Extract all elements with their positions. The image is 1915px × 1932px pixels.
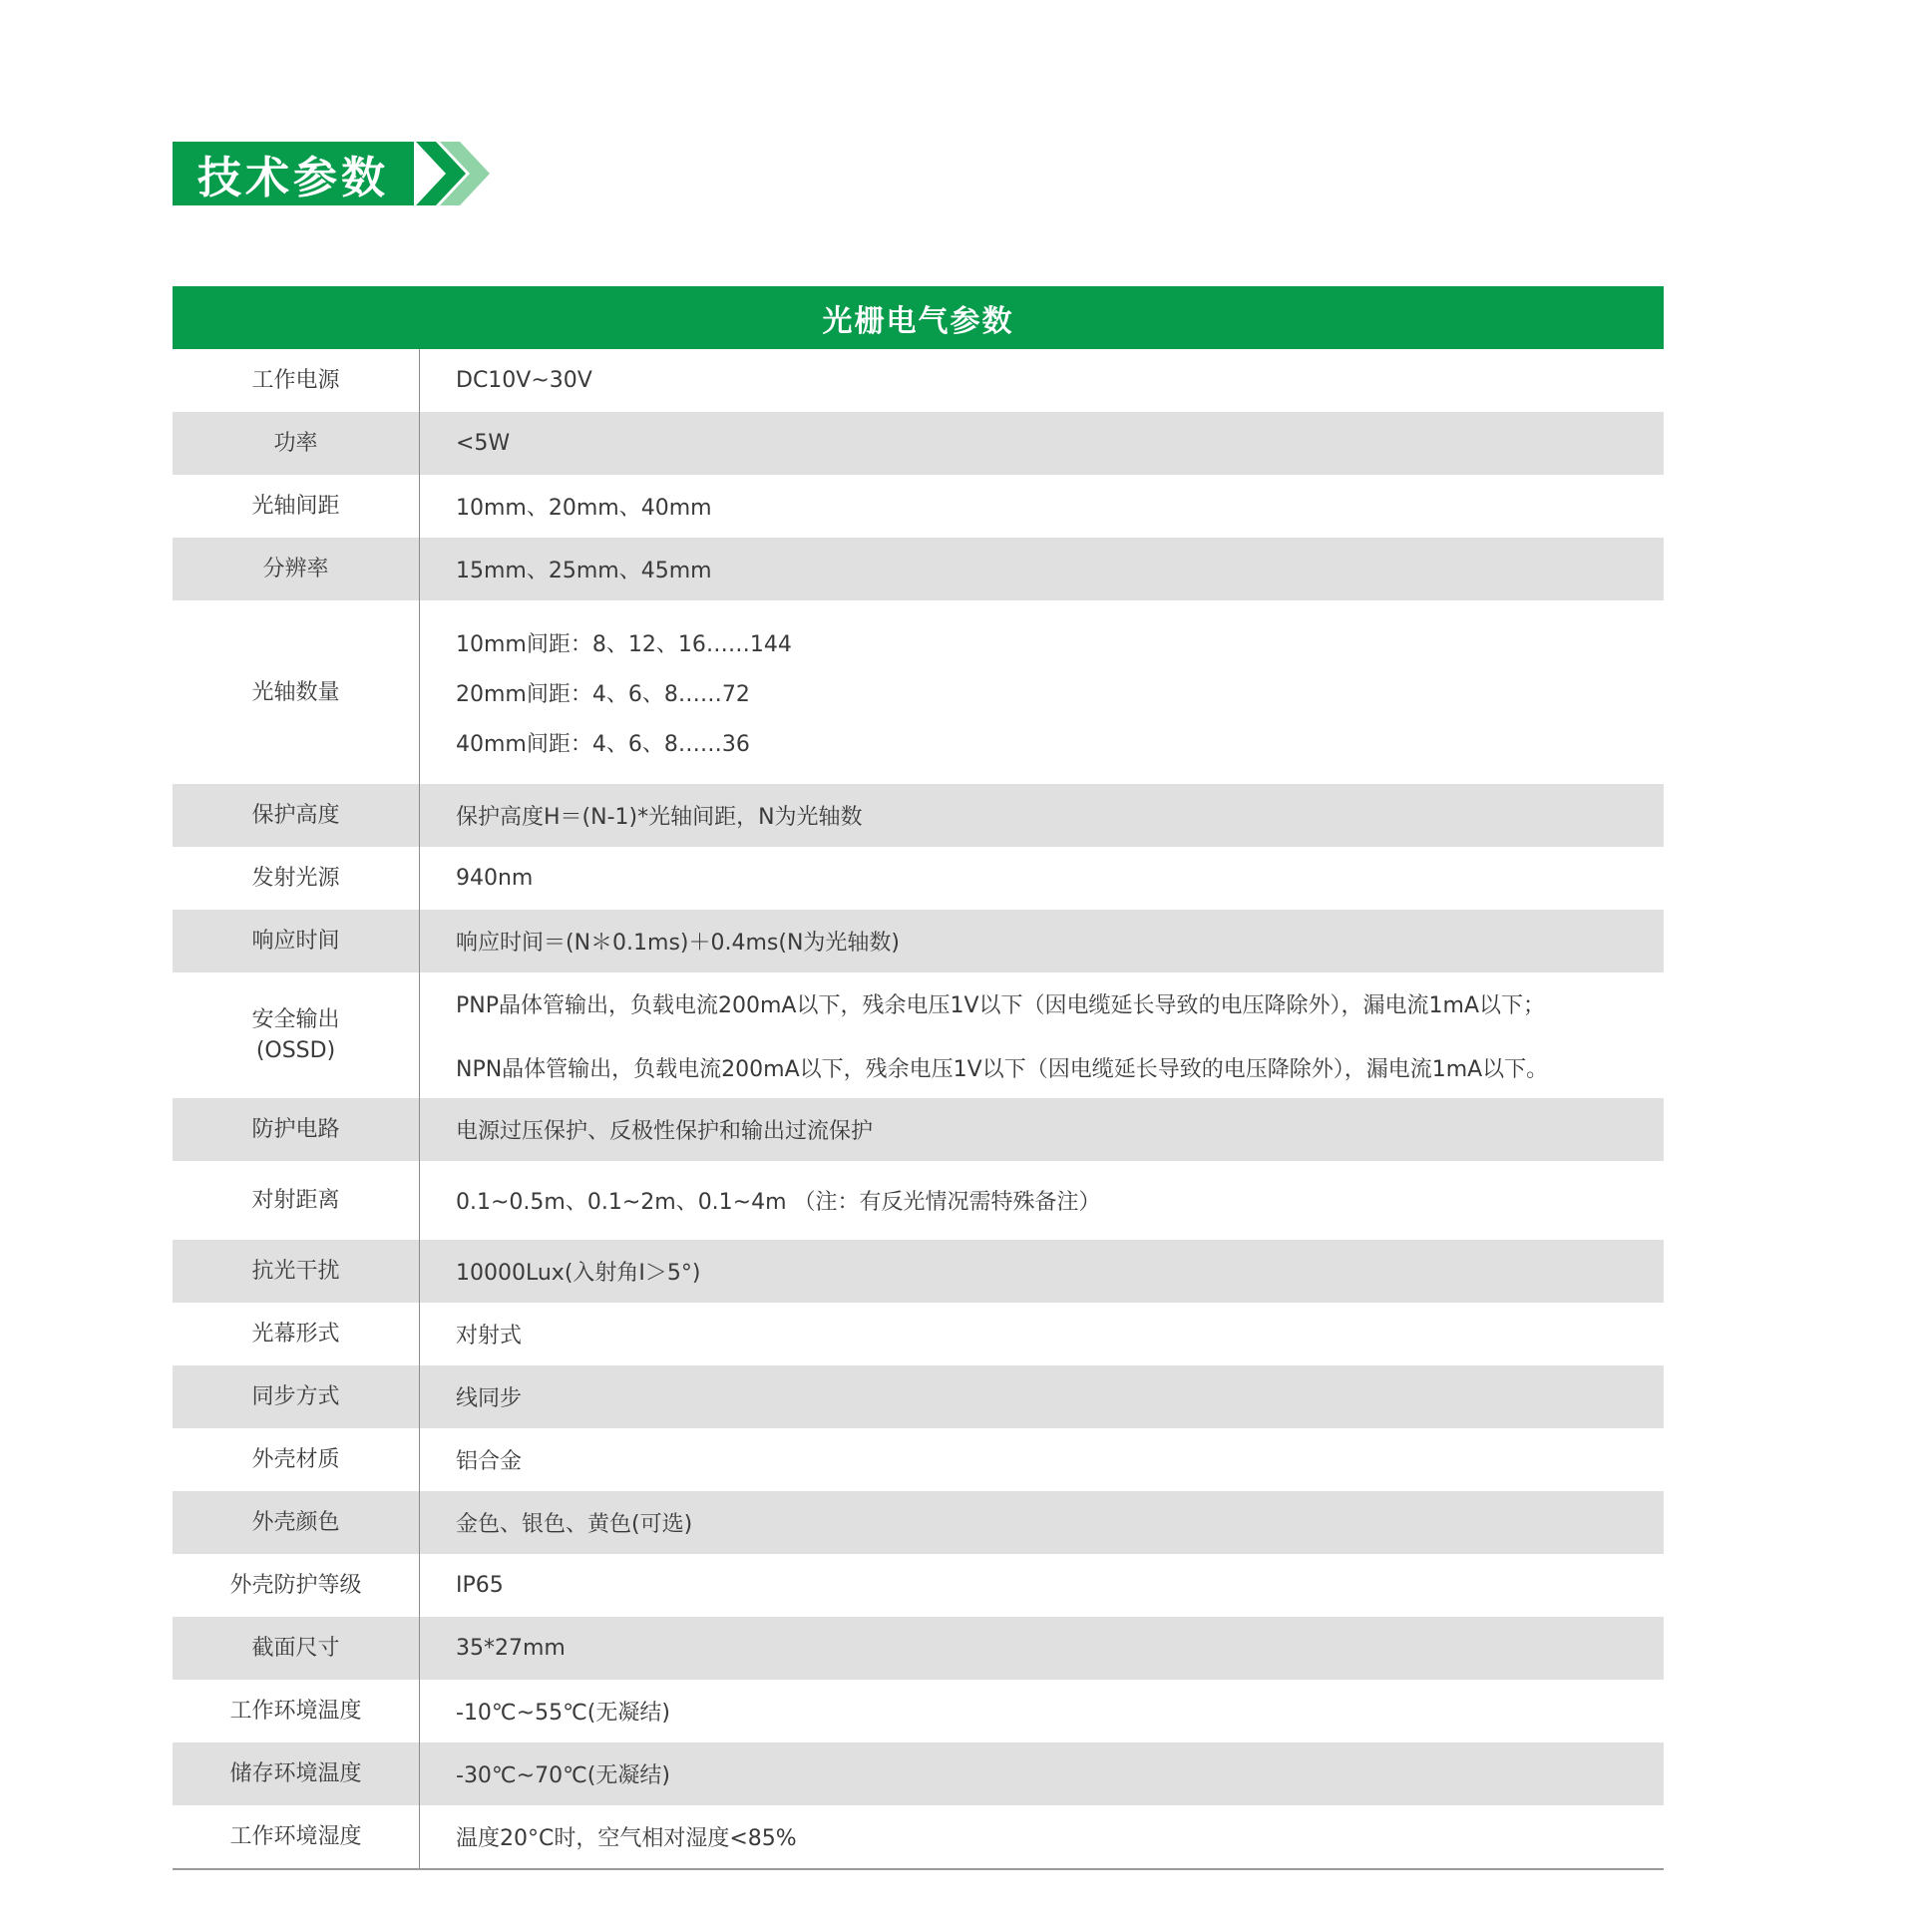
table-row [173,1617,1664,1680]
row-label-text [251,1444,339,1475]
row-value [420,475,1664,538]
table-row [173,412,1664,475]
row-value-line: 金色、银色、黄色(可选) [456,1512,693,1537]
row-label [173,1491,420,1554]
row-value-line: -30℃~70℃(无凝结) [456,1763,670,1788]
section-title: 技术参数 [197,153,389,203]
row-label-text [229,1570,361,1601]
row-label-line: 外壳材质 [251,1447,340,1472]
row-value [420,1680,1664,1742]
row-label-text [251,863,339,894]
table-row [173,972,1664,1098]
table-row [173,1161,1664,1240]
row-label-line: 截面尺寸 [251,1636,340,1661]
row-label [173,1240,420,1303]
row-value [420,1161,1664,1240]
row-value [420,1554,1664,1617]
row-label-text [262,554,328,584]
row-label-line: 储存环境温度 [229,1761,362,1786]
row-value [420,972,1664,1098]
row-label-text [251,1507,339,1538]
row-label-text [251,365,339,396]
row-label [173,1428,420,1491]
row-value-line: <5W [456,431,511,456]
table-row [173,1742,1664,1805]
row-label [173,910,420,972]
table-row [173,1240,1664,1303]
row-label [173,847,420,910]
row-label [173,1680,420,1742]
row-value-line: 对射式 [456,1324,523,1349]
chevron-right-icon [414,142,496,205]
row-label-text [251,491,339,522]
row-label-text [251,1185,339,1216]
row-value [420,1303,1664,1365]
row-label-line: 光幕形式 [251,1322,340,1347]
row-value-line: PNP晶体管输出，负载电流200mA以下，残余电压1V以下（因电缆延长导致的电压降除外），漏电流1mA以下； [456,992,1545,1018]
row-value-line: -10℃~55℃(无凝结) [456,1701,670,1726]
row-value [420,1428,1664,1491]
row-label-line: 外壳颜色 [251,1510,340,1535]
row-value-line: 0.1~0.5m、0.1~2m、0.1~4m （注：有反光情况需特殊备注） [456,1190,1101,1215]
row-label [173,1365,420,1428]
row-label-line: 响应时间 [251,929,340,954]
row-label-text [251,1633,339,1664]
row-value-line: 铝合金 [456,1449,523,1474]
row-value [420,600,1664,784]
row-label [173,475,420,538]
row-label-text [251,1256,339,1287]
row-value [420,1742,1664,1805]
row-label [173,1161,420,1240]
row-label [173,1098,420,1161]
table-header [173,286,1664,349]
row-label [173,1805,420,1868]
row-label-line: 发射光源 [251,866,340,891]
row-value-line: 940nm [456,866,534,891]
row-value [420,349,1664,412]
table-row [173,1805,1664,1868]
row-label [173,412,420,475]
row-label-line: 对射距离 [251,1188,340,1213]
row-value [420,1365,1664,1428]
row-label [173,784,420,847]
table-row [173,1365,1664,1428]
row-value [420,1240,1664,1303]
row-value-line: DC10V~30V [456,368,592,393]
row-label-text [251,1114,339,1145]
row-label-line: 防护电路 [251,1117,340,1142]
row-label-line: (OSSD) [255,1038,336,1063]
row-value [420,412,1664,475]
row-value [420,784,1664,847]
row-label [173,538,420,600]
row-value [420,1805,1664,1868]
table-row [173,847,1664,910]
table-row [173,1428,1664,1491]
row-label [173,1742,420,1805]
table-row [173,600,1664,784]
row-label-text [229,1758,361,1789]
row-label-line: 工作环境湿度 [229,1824,362,1849]
table-title: 光栅电气参数 [822,303,1014,339]
table-body [173,349,1664,1868]
row-label-line: 光轴数量 [251,679,340,705]
row-label-line: 同步方式 [251,1384,340,1409]
row-value-line: IP65 [456,1573,504,1598]
row-label-text [251,800,339,831]
row-label-line: 抗光干扰 [251,1259,340,1284]
row-value [420,538,1664,600]
row-label [173,600,420,784]
row-value-line: 电源过压保护、反极性保护和输出过流保护 [456,1119,874,1144]
row-value-line: 20mm间距：4、6、8……72 [456,681,750,707]
row-label-line: 安全输出 [251,1007,340,1032]
row-label-text [273,428,317,459]
table-row [173,784,1664,847]
row-label-text [251,677,339,708]
row-label-text [229,1821,361,1852]
table-row [173,1303,1664,1365]
section-banner [173,142,497,205]
row-label-text [229,1696,361,1727]
row-value-line: 35*27mm [456,1636,566,1661]
row-value-line: 10mm、20mm、40mm [456,496,712,521]
row-label-line: 功率 [273,431,318,456]
row-label [173,972,420,1098]
row-value-line: 10000Lux(入射角I＞5°) [456,1261,701,1286]
table-bottom-rule [173,1868,1664,1870]
table-row [173,1098,1664,1161]
row-value [420,910,1664,972]
table-row [173,1491,1664,1554]
row-label-line: 工作电源 [251,368,340,393]
row-label [173,349,420,412]
row-label-text [251,926,339,957]
row-label-line: 工作环境温度 [229,1699,362,1724]
table-row [173,910,1664,972]
table-row [173,349,1664,412]
table-row [173,1680,1664,1742]
row-value-line: 温度20°C时，空气相对湿度<85% [456,1826,797,1851]
table-row [173,538,1664,600]
row-value-line: 线同步 [456,1386,523,1411]
row-label-line: 分辨率 [262,557,329,581]
row-value [420,1491,1664,1554]
row-value-line: 10mm间距：8、12、16……144 [456,631,792,657]
row-label-line: 光轴间距 [251,494,340,519]
row-label [173,1554,420,1617]
row-value-line: NPN晶体管输出，负载电流200mA以下，残余电压1V以下（因电缆延长导致的电压降除外），漏电流1mA以下。 [456,1056,1549,1082]
row-value-line: 响应时间＝(N＊0.1ms)＋0.4ms(N为光轴数) [456,931,901,956]
row-label-text [251,1319,339,1350]
row-label [173,1303,420,1365]
row-label-line: 外壳防护等级 [229,1573,362,1598]
row-label-text [251,1381,339,1412]
row-value-line: 保护高度H＝(N-1)*光轴间距，N为光轴数 [456,805,863,830]
table-row [173,1554,1664,1617]
row-value-line: 40mm间距：4、6、8……36 [456,731,750,757]
row-label [173,1617,420,1680]
row-label-line: 保护高度 [251,803,340,828]
table-row [173,475,1664,538]
row-value-line: 15mm、25mm、45mm [456,559,712,583]
row-value [420,847,1664,910]
spec-table [173,286,1664,1870]
row-value [420,1617,1664,1680]
row-value [420,1098,1664,1161]
section-banner-box [173,142,414,205]
row-label-text [251,1004,339,1066]
